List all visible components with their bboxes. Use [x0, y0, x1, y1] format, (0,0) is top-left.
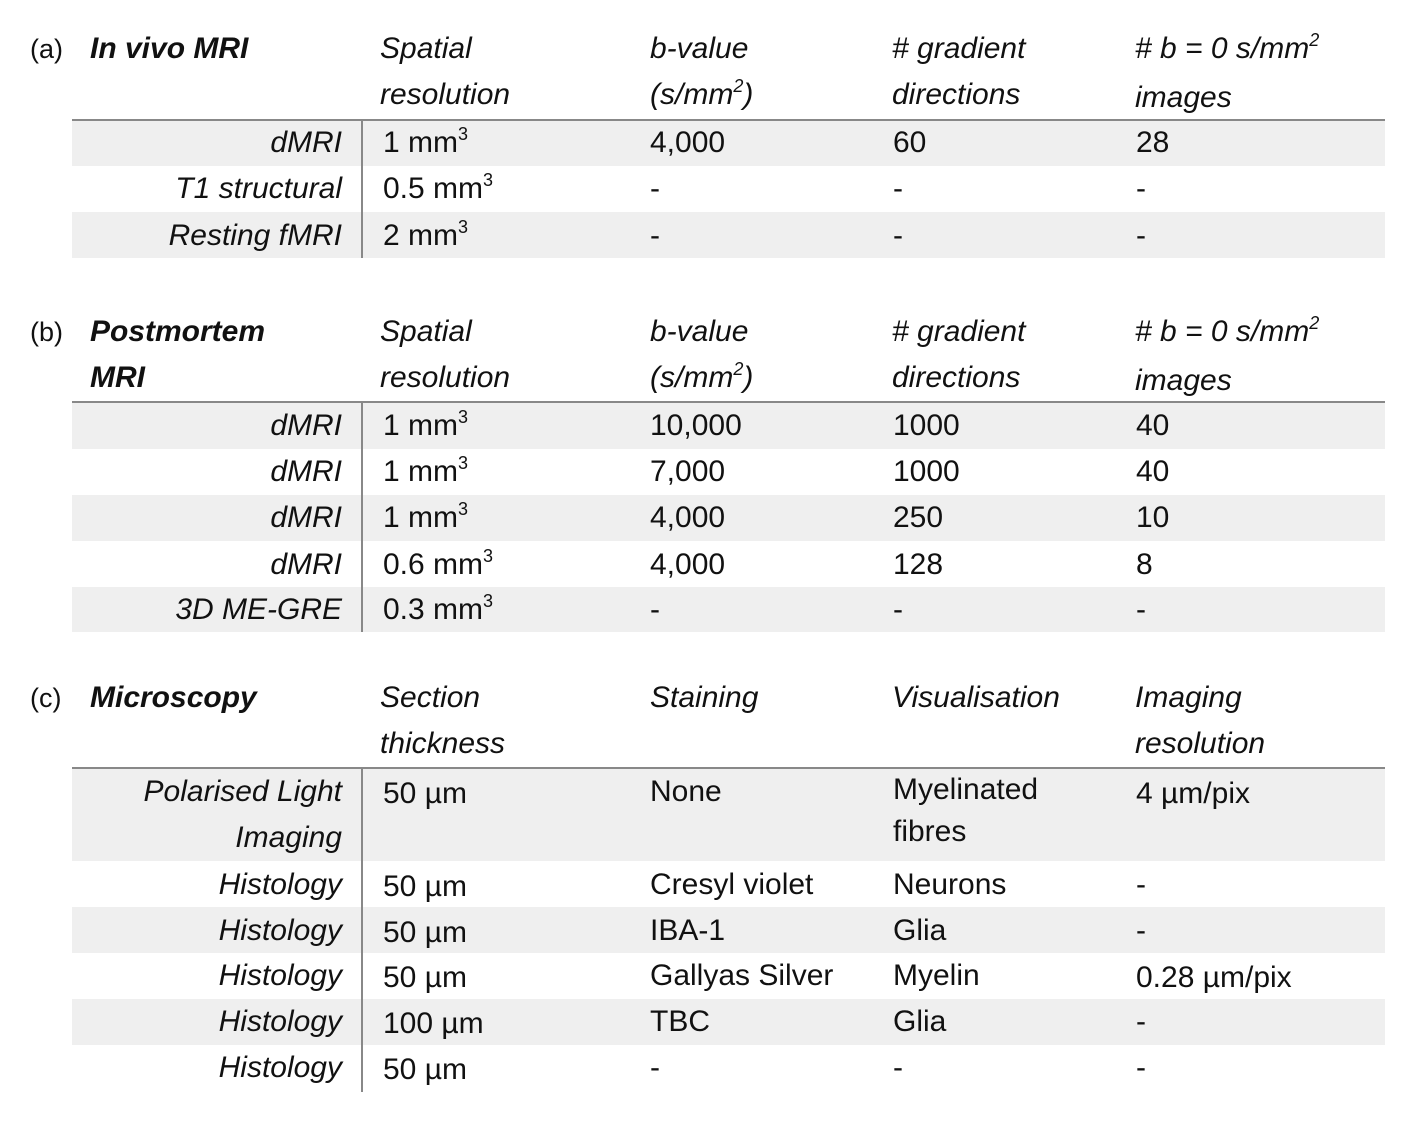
- table-cell: Myelin: [893, 959, 980, 992]
- row-band: [72, 121, 1385, 166]
- row-name: dMRI: [270, 548, 342, 581]
- table-cell: -: [1136, 593, 1146, 626]
- row-band: [72, 495, 1385, 541]
- column-header-gradient: # gradient directions: [892, 315, 1026, 394]
- table-cell: 4,000: [650, 501, 726, 534]
- column-header-b0: # b = 0 $s/mm^2$ images: [1135, 30, 1320, 114]
- table-cell: 250: [893, 501, 944, 534]
- table-cell: 40: [1136, 409, 1170, 442]
- table-cell: 50 µm: [383, 961, 467, 994]
- column-header-imaging-resolution: Imaging resolution: [1135, 681, 1266, 760]
- table-cell: -: [1136, 172, 1146, 205]
- table-cell: -: [650, 172, 660, 205]
- table-cell: TBC: [650, 1005, 710, 1038]
- table-cell: 50 µm: [383, 870, 467, 903]
- table-cell: 0.6 $mm^3$: [383, 546, 494, 581]
- column-header-b0: # b = 0 $s/mm^2$ images: [1135, 313, 1320, 397]
- table-cell: 8: [1136, 548, 1153, 581]
- table-cell: 50 µm: [383, 1053, 467, 1086]
- table-cell: 1 $mm^3$: [383, 124, 469, 159]
- row-name: Resting fMRI: [168, 219, 342, 252]
- section-label: (c): [30, 683, 62, 713]
- column-divider: [361, 769, 363, 1092]
- table-cell: -: [893, 172, 903, 205]
- table-cell: -: [893, 593, 903, 626]
- row-name: dMRI: [270, 455, 342, 488]
- table-cell: 128: [893, 548, 944, 581]
- row-name: dMRI: [270, 409, 342, 442]
- table-cell: 0.3 $mm^3$: [383, 591, 494, 626]
- row-name: Polarised Light Imaging: [143, 775, 342, 854]
- column-header-visualisation: Visualisation: [892, 681, 1060, 714]
- table-cell: 10: [1136, 501, 1170, 534]
- table-cell: 10,000: [650, 409, 742, 442]
- row-name: Histology: [218, 959, 342, 992]
- table-cell: -: [893, 219, 903, 252]
- table-cell: -: [650, 593, 660, 626]
- table-cell: 0.28 µm/pix: [1136, 961, 1292, 994]
- table-cell: Glia: [893, 1005, 947, 1038]
- table-cell: -: [893, 1051, 903, 1084]
- column-divider: [361, 121, 363, 258]
- table-cell: Gallyas Silver: [650, 959, 834, 992]
- column-header-section-thickness: Section thickness: [380, 681, 506, 760]
- table-cell: None: [650, 775, 722, 808]
- table-cell: 0.5 $mm^3$: [383, 170, 494, 205]
- table-cell: 1 $mm^3$: [383, 499, 469, 534]
- row-name: Histology: [218, 1005, 342, 1038]
- table-cell: 2 $mm^3$: [383, 217, 469, 252]
- table-cell: Cresyl violet: [650, 868, 814, 901]
- row-name: 3D ME-GRE: [175, 593, 342, 626]
- column-header-gradient: # gradient directions: [892, 32, 1026, 111]
- table-cell: 4 µm/pix: [1136, 777, 1250, 810]
- column-header-spatial: Spatial resolution: [380, 32, 511, 111]
- row-name: Histology: [218, 914, 342, 947]
- table-cell: -: [1136, 1051, 1146, 1084]
- table-cell: 1000: [893, 455, 960, 488]
- table-cell: -: [650, 219, 660, 252]
- section-label: (a): [30, 34, 63, 64]
- table-cell: Glia: [893, 914, 947, 947]
- table-cell: 100 µm: [383, 1007, 484, 1040]
- table-cell: 28: [1136, 126, 1170, 159]
- row-name: dMRI: [270, 126, 342, 159]
- row-name: T1 structural: [175, 172, 342, 205]
- table-cell: 1 $mm^3$: [383, 453, 469, 488]
- table-cell: 50 µm: [383, 777, 467, 810]
- table-cell: -: [1136, 914, 1146, 947]
- table-cell: 50 µm: [383, 916, 467, 949]
- table-cell: 1000: [893, 409, 960, 442]
- section-title: Microscopy: [90, 681, 257, 714]
- row-name: Histology: [218, 1051, 342, 1084]
- table-cell: -: [1136, 219, 1146, 252]
- table-cell: -: [1136, 868, 1146, 901]
- section-title: Postmortem MRI: [90, 315, 266, 394]
- table-cell: 4,000: [650, 126, 726, 159]
- row-name: dMRI: [270, 501, 342, 534]
- table-cell: Neurons: [893, 868, 1007, 901]
- table-cell: Myelinated fibres: [893, 773, 1039, 848]
- section-label: (b): [30, 317, 63, 347]
- section-title: In vivo MRI: [90, 32, 249, 65]
- table-cell: IBA-1: [650, 914, 726, 947]
- column-divider: [361, 403, 363, 632]
- column-header-spatial: Spatial resolution: [380, 315, 511, 394]
- table-cell: -: [1136, 1005, 1146, 1038]
- table-cell: 4,000: [650, 548, 726, 581]
- table-cell: 40: [1136, 455, 1170, 488]
- row-name: Histology: [218, 868, 342, 901]
- table-cell: 1 $mm^3$: [383, 407, 469, 442]
- table-cell: -: [650, 1051, 660, 1084]
- column-header-bvalue: b-value $(s/mm^2)$: [650, 32, 754, 111]
- column-header-bvalue: b-value $(s/mm^2)$: [650, 315, 754, 394]
- table-cell: 60: [893, 126, 927, 159]
- column-header-staining: Staining: [650, 681, 759, 714]
- table-cell: 7,000: [650, 455, 726, 488]
